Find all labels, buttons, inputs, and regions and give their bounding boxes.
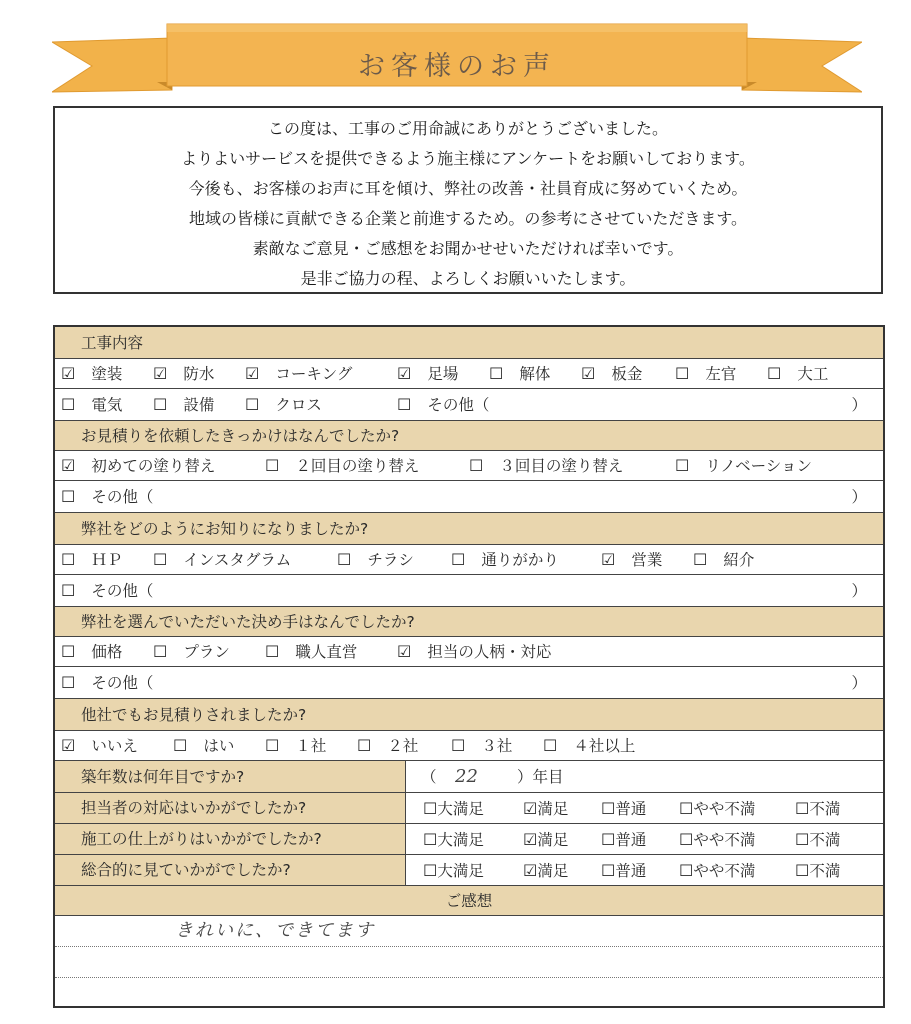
rating-label: 不満 [809, 800, 841, 818]
unchecked-box: ☐ [469, 456, 484, 475]
unchecked-box: ☐ [489, 364, 504, 383]
question-title: お見積りを依頼したきっかけはなんでしたか? [81, 427, 400, 445]
comments-area[interactable] [55, 916, 883, 1006]
checked-box: ☑ [523, 799, 538, 818]
checkbox[interactable] [397, 637, 551, 667]
checkbox[interactable] [61, 359, 122, 389]
checkbox[interactable] [489, 359, 550, 389]
option-label: その他（ [91, 488, 154, 506]
question-title: 担当者の対応はいかがでしたか? [81, 799, 307, 817]
options-row [55, 545, 883, 575]
checked-box: ☑ [581, 364, 596, 383]
intro-line: 是非ご協力の程、よろしくお願いいたします。 [300, 269, 636, 288]
question-title: 他社でもお見積りされましたか? [81, 706, 307, 724]
option-label: 左官 [705, 365, 737, 383]
question-header [55, 607, 883, 637]
unchecked-box: ☐ [423, 830, 438, 849]
intro-line: 素敵なご意見・ご感想をお聞かせせいただければ幸いです。 [252, 239, 684, 258]
unchecked-box: ☐ [61, 487, 76, 506]
survey-form [53, 325, 885, 1008]
options-row [55, 731, 883, 761]
question-header [55, 824, 405, 854]
divider [405, 793, 406, 823]
unchecked-box: ☐ [337, 550, 352, 569]
unchecked-box: ☐ [265, 456, 280, 475]
checkbox[interactable] [581, 359, 642, 389]
comments-text: きれいに、できてます [175, 920, 375, 941]
option-label: 営業 [631, 551, 663, 569]
option-label: 解体 [519, 365, 551, 383]
checkbox[interactable] [245, 389, 322, 421]
rating-option[interactable] [601, 824, 646, 856]
unchecked-box: ☐ [61, 550, 76, 569]
checked-box: ☑ [523, 861, 538, 880]
option-label: はい [203, 737, 235, 755]
rating-option[interactable] [423, 793, 484, 825]
rating-row [55, 824, 883, 855]
unchecked-box: ☐ [173, 736, 188, 755]
building-age-row [55, 761, 883, 793]
question-title: 弊社をどのようにお知りになりましたか? [81, 520, 369, 538]
option-label: 板金 [611, 365, 643, 383]
checkbox[interactable] [675, 359, 736, 389]
option-label: チラシ [367, 551, 414, 569]
intro-line: 今後も、お客様のお声に耳を傾け、弊社の改善・社員育成に努めていくため。 [188, 179, 748, 198]
comments-title: ご感想 [445, 892, 493, 910]
checkbox[interactable] [337, 545, 414, 575]
close-paren: ） [851, 674, 867, 692]
unchecked-box: ☐ [357, 736, 372, 755]
option-label: 担当の人柄・対応 [427, 643, 552, 661]
option-label: 価格 [91, 643, 123, 661]
checkbox[interactable] [357, 731, 418, 761]
unchecked-box: ☐ [679, 861, 694, 880]
unchecked-box: ☐ [675, 364, 690, 383]
intro-box [53, 106, 883, 294]
checkbox[interactable] [61, 545, 122, 575]
checked-box: ☑ [61, 456, 76, 475]
rating-label: 普通 [615, 831, 647, 849]
unchecked-box: ☐ [265, 736, 280, 755]
rating-option[interactable] [523, 793, 568, 825]
rating-option[interactable] [679, 824, 755, 856]
unchecked-box: ☐ [679, 799, 694, 818]
checkbox[interactable] [767, 359, 828, 389]
unchecked-box: ☐ [153, 395, 168, 414]
checked-box: ☑ [245, 364, 260, 383]
rating-option[interactable] [523, 855, 568, 887]
option-label: 初めての塗り替え [91, 457, 216, 475]
rating-option[interactable] [795, 793, 840, 825]
unchecked-box: ☐ [601, 830, 616, 849]
option-label: リノベーション [705, 457, 812, 475]
question-header [55, 327, 883, 359]
checkbox[interactable] [397, 389, 489, 421]
close-paren: ） [851, 396, 867, 414]
option-label: 紹介 [723, 551, 755, 569]
checkbox[interactable] [265, 637, 357, 667]
option-label: ４社以上 [573, 737, 636, 755]
years-suffix: ）年目 [517, 768, 564, 786]
question-title: 工事内容 [81, 334, 144, 352]
checkbox[interactable] [451, 545, 559, 575]
title-banner [52, 20, 862, 100]
unchecked-box: ☐ [767, 364, 782, 383]
writing-line [55, 946, 883, 947]
close-paren: ） [851, 488, 867, 506]
unchecked-box: ☐ [795, 861, 810, 880]
option-label: 大工 [797, 365, 829, 383]
options-row [55, 451, 883, 481]
checkbox[interactable] [61, 451, 215, 481]
option-label: その他（ [91, 582, 154, 600]
option-label: インスタグラム [183, 551, 292, 569]
checked-box: ☑ [397, 364, 412, 383]
rating-label: 大満足 [437, 800, 484, 818]
checkbox[interactable] [173, 731, 234, 761]
option-label: コーキング [275, 365, 353, 383]
writing-line [55, 977, 883, 978]
option-label: いいえ [91, 737, 138, 755]
rating-label: やや不満 [693, 831, 756, 849]
checked-box: ☑ [397, 642, 412, 661]
rating-label: 不満 [809, 831, 841, 849]
question-title: 弊社を選んでいただいた決め手はなんでしたか? [81, 613, 415, 631]
checked-box: ☑ [523, 830, 538, 849]
divider [405, 761, 406, 792]
rating-label: 不満 [809, 862, 841, 880]
question-header [55, 513, 883, 545]
rating-option[interactable] [423, 824, 484, 856]
close-paren: ） [851, 582, 867, 600]
rating-label: 大満足 [437, 831, 484, 849]
options-row [55, 637, 883, 667]
option-label: プラン [183, 643, 230, 661]
rating-row [55, 855, 883, 886]
unchecked-box: ☐ [679, 830, 694, 849]
rating-option[interactable] [795, 855, 840, 887]
options-row [55, 575, 883, 607]
checkbox[interactable] [675, 451, 812, 481]
option-label: 電気 [91, 396, 123, 414]
question-title: 施工の仕上がりはいかがでしたか? [81, 830, 322, 848]
checked-box: ☑ [153, 364, 168, 383]
checkbox[interactable] [601, 545, 662, 575]
unchecked-box: ☐ [543, 736, 558, 755]
checkbox[interactable] [245, 359, 352, 389]
question-title: 総合的に見ていかがでしたか? [81, 861, 291, 879]
rating-option[interactable] [679, 855, 755, 887]
intro-line: 地域の皆様に貢献できる企業と前進するため。の参考にさせていただきます。 [188, 209, 748, 228]
rating-option[interactable] [601, 793, 646, 825]
rating-label: やや不満 [693, 862, 756, 880]
options-row [55, 667, 883, 699]
option-label: 設備 [183, 396, 215, 414]
checkbox[interactable] [397, 359, 458, 389]
unchecked-box: ☐ [61, 395, 76, 414]
option-label: ＨＰ [91, 551, 123, 569]
option-label: その他（ [427, 396, 490, 414]
divider [405, 855, 406, 885]
unchecked-box: ☐ [397, 395, 412, 414]
unchecked-box: ☐ [693, 550, 708, 569]
option-label: その他（ [91, 674, 154, 692]
checkbox[interactable] [153, 637, 230, 667]
checked-box: ☑ [601, 550, 616, 569]
checkbox[interactable] [451, 731, 512, 761]
checkbox[interactable] [61, 389, 122, 421]
comments-header [55, 886, 883, 916]
question-header [55, 855, 405, 885]
question-title: 築年数は何年目ですか? [81, 768, 245, 786]
rating-label: 普通 [615, 862, 647, 880]
rating-label: 満足 [537, 862, 569, 880]
unchecked-box: ☐ [795, 830, 810, 849]
rating-label: やや不満 [693, 800, 756, 818]
divider [405, 824, 406, 854]
unchecked-box: ☐ [451, 550, 466, 569]
checkbox[interactable] [693, 545, 754, 575]
checkbox[interactable] [61, 637, 122, 667]
option-label: 塗装 [91, 365, 123, 383]
checkbox[interactable] [61, 731, 138, 761]
option-label: クロス [275, 396, 322, 414]
rating-label: 普通 [615, 800, 647, 818]
options-row [55, 389, 883, 421]
years-value[interactable]: 22 [455, 766, 478, 787]
rating-option[interactable] [601, 855, 646, 887]
options-row [55, 359, 883, 389]
unchecked-box: ☐ [675, 456, 690, 475]
question-header [55, 421, 883, 451]
option-label: ２回目の塗り替え [295, 457, 420, 475]
question-header [55, 699, 883, 731]
unchecked-box: ☐ [61, 581, 76, 600]
checkbox[interactable] [469, 451, 623, 481]
option-label: 防水 [183, 365, 215, 383]
checked-box: ☑ [61, 736, 76, 755]
unchecked-box: ☐ [265, 642, 280, 661]
option-label: ３社 [481, 737, 513, 755]
page-title: お客様のお声 [358, 51, 556, 82]
checkbox-other[interactable] [61, 575, 153, 607]
rating-label: 大満足 [437, 862, 484, 880]
checkbox[interactable] [543, 731, 635, 761]
unchecked-box: ☐ [61, 673, 76, 692]
option-label: ２社 [387, 737, 419, 755]
rating-row [55, 793, 883, 824]
option-label: 職人直営 [295, 643, 358, 661]
unchecked-box: ☐ [61, 642, 76, 661]
checkbox[interactable] [153, 359, 214, 389]
intro-line: この度は、工事のご用命誠にありがとうございました。 [267, 119, 668, 138]
unchecked-box: ☐ [423, 799, 438, 818]
paren-open: （ [421, 768, 437, 786]
unchecked-box: ☐ [795, 799, 810, 818]
unchecked-box: ☐ [423, 861, 438, 880]
unchecked-box: ☐ [153, 642, 168, 661]
rating-option[interactable] [423, 855, 484, 887]
rating-option[interactable] [795, 824, 840, 856]
option-label: 足場 [427, 365, 459, 383]
checked-box: ☑ [61, 364, 76, 383]
unchecked-box: ☐ [153, 550, 168, 569]
unchecked-box: ☐ [601, 861, 616, 880]
checkbox[interactable] [153, 389, 214, 421]
option-label: ３回目の塗り替え [499, 457, 624, 475]
rating-label: 満足 [537, 831, 569, 849]
option-label: 通りがかり [481, 551, 559, 569]
rating-option[interactable] [523, 824, 568, 856]
rating-label: 満足 [537, 800, 569, 818]
unchecked-box: ☐ [601, 799, 616, 818]
question-header [55, 793, 405, 823]
checkbox[interactable] [265, 451, 419, 481]
checkbox[interactable] [265, 731, 326, 761]
intro-line: よりよいサービスを提供できるよう施主様にアンケートをお願いしております。 [181, 149, 755, 168]
unchecked-box: ☐ [451, 736, 466, 755]
unchecked-box: ☐ [245, 395, 260, 414]
options-row [55, 481, 883, 513]
option-label: １社 [295, 737, 327, 755]
question-header [55, 761, 405, 792]
checkbox[interactable] [153, 545, 291, 575]
checkbox-other[interactable] [61, 667, 153, 699]
checkbox-other[interactable] [61, 481, 153, 513]
rating-option[interactable] [679, 793, 755, 825]
